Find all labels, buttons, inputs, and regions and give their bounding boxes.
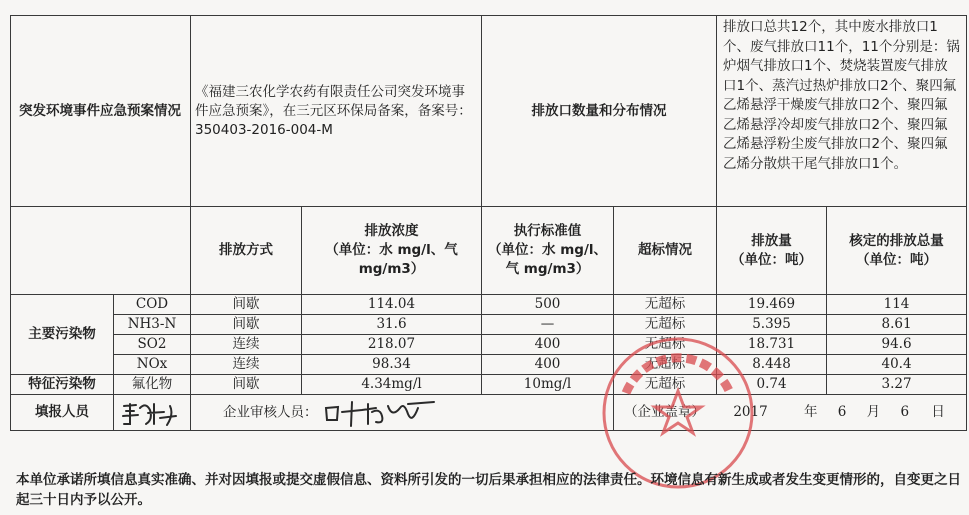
date-year: 2017 [733, 404, 768, 420]
amount-cell: 19.469 [717, 295, 827, 315]
header-amount: 排放量 （单位：吨） [717, 207, 827, 295]
outlets-label: 排放口数量和分布情况 [482, 16, 717, 207]
exceed-cell: 无超标 [614, 295, 717, 315]
table-row [11, 315, 967, 335]
standard-cell: 10mg/l [482, 375, 614, 395]
header-method: 排放方式 [191, 207, 302, 295]
reviewer-label: 企业审核人员： [223, 404, 318, 420]
filler-signature-cell [114, 395, 191, 431]
standard-cell: 400 [482, 335, 614, 355]
header-blank [11, 207, 191, 295]
amount-cell: 5.395 [717, 315, 827, 335]
approved-cell: 3.27 [827, 375, 967, 395]
date-day-unit: 日 [931, 404, 945, 420]
method-cell: 间歇 [191, 315, 302, 335]
exceed-cell: 无超标 [614, 375, 717, 395]
amount-cell: 18.731 [717, 335, 827, 355]
approved-cell: 94.6 [827, 335, 967, 355]
exceed-cell: 无超标 [614, 315, 717, 335]
filler-label: 填报人员 [11, 395, 114, 431]
header-concentration: 排放浓度 （单位：水 mg/l、气 mg/m3） [302, 207, 482, 295]
concentration-cell: 31.6 [302, 315, 482, 335]
standard-cell: 400 [482, 355, 614, 375]
pollutant-header-row [11, 207, 967, 295]
group-main-label: 主要污染物 [11, 295, 114, 375]
date-month: 6 [837, 404, 847, 420]
plan-value: 《福建三农化学农药有限责任公司突发环境事件应急预案》，在三元区环保局备案，备案号：350403-2016-004-M [191, 16, 482, 207]
header-approved: 核定的排放总量 （单位：吨） [827, 207, 967, 295]
table-row [11, 355, 967, 375]
approved-cell: 114 [827, 295, 967, 315]
exceed-cell: 无超标 [614, 335, 717, 355]
table-row [11, 335, 967, 355]
seal-date-cell [614, 395, 967, 431]
group-special-label: 特征污染物 [11, 375, 114, 395]
pollutant-name: NOx [114, 355, 191, 375]
method-cell: 间歇 [191, 295, 302, 315]
concentration-cell: 218.07 [302, 335, 482, 355]
amount-cell: 0.74 [717, 375, 827, 395]
environment-info-table [10, 15, 967, 431]
amount-cell: 8.448 [717, 355, 827, 375]
table-row [11, 375, 967, 395]
method-cell: 连续 [191, 335, 302, 355]
approved-cell: 8.61 [827, 315, 967, 335]
pollutant-name: 氟化物 [114, 375, 191, 395]
plan-outlets-row [11, 16, 967, 207]
signature-row [11, 395, 967, 431]
date-day: 6 [900, 404, 910, 420]
pollutant-name: SO2 [114, 335, 191, 355]
concentration-cell: 114.04 [302, 295, 482, 315]
plan-label: 突发环境事件应急预案情况 [11, 16, 191, 207]
concentration-cell: 98.34 [302, 355, 482, 375]
exceed-cell: 无超标 [614, 355, 717, 375]
date-year-unit: 年 [803, 404, 818, 420]
date-month-unit: 月 [866, 404, 881, 420]
reviewer-cell [191, 395, 614, 431]
commitment-note: 本单位承诺所填信息真实准确、并对因填报或提交虚假信息、资料所引发的一切后果承担相应的法律责任。环境信息有新生成或者发生变更情形的，自变更之日起三十日内予以公开。 [16, 472, 961, 508]
concentration-cell: 4.34mg/l [302, 375, 482, 395]
filler-signature [120, 398, 182, 428]
method-cell: 连续 [191, 355, 302, 375]
standard-cell: 500 [482, 295, 614, 315]
header-standard: 执行标准值 （单位：水 mg/l、气 mg/m3） [482, 207, 614, 295]
approved-cell: 40.4 [827, 355, 967, 375]
pollutant-name: NH3-N [114, 315, 191, 335]
pollutant-name: COD [114, 295, 191, 315]
method-cell: 间歇 [191, 375, 302, 395]
seal-label: （企业盖章） [624, 404, 706, 420]
outlets-value: 排放口总共12个，其中废水排放口1个、废气排放口11个，11个分别是：锅炉烟气排放口1个、焚烧装置废气排放口1个、蒸汽过热炉排放口2个、聚四氟乙烯悬浮干燥废气排放口2个、聚四氟乙烯悬浮冷却废气排放口2个、聚四氟乙烯悬浮粉尘废气排放口2个、聚四氟乙烯分散烘干尾气排放口1个。 [717, 16, 967, 207]
standard-cell: — [482, 315, 614, 335]
header-exceed: 超标情况 [614, 207, 717, 295]
table-row [11, 295, 967, 315]
reviewer-signature [322, 398, 442, 428]
